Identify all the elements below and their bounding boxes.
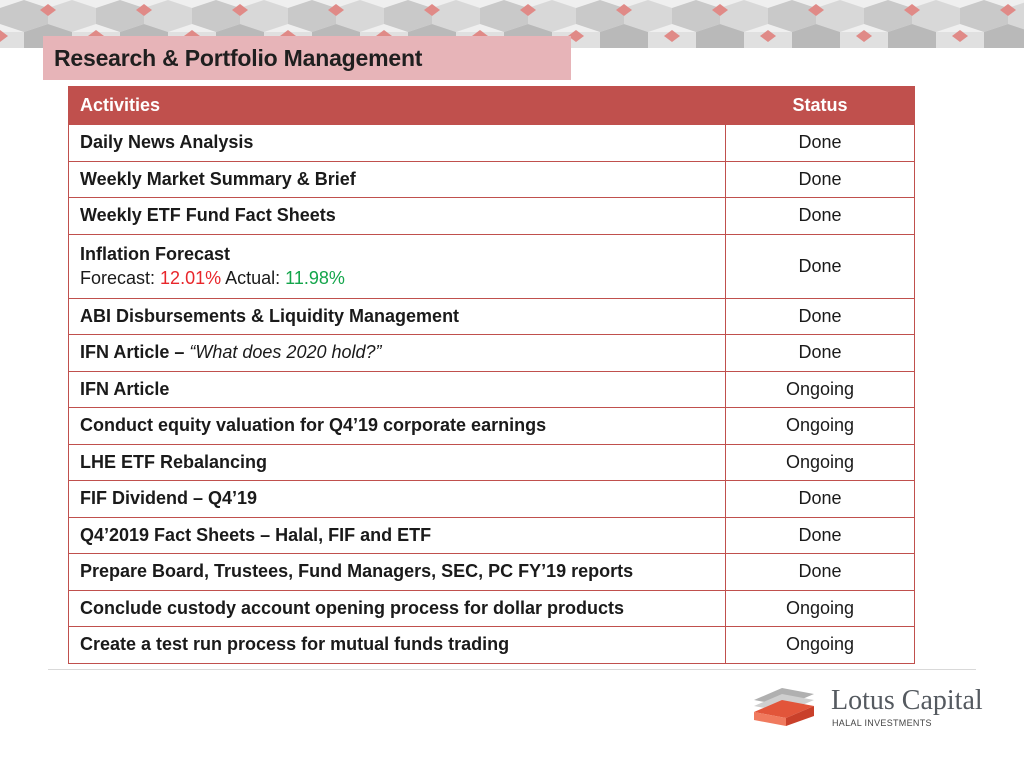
status-cell: Done [726,335,915,372]
activities-table [68,86,915,664]
table-row [69,444,915,481]
status-cell: Ongoing [726,590,915,627]
status-cell: Done [726,234,915,298]
table-row [69,161,915,198]
table-row [69,234,915,298]
table-row [69,627,915,664]
activity-cell: Create a test run process for mutual funds trading [69,627,726,664]
activity-cell: Weekly Market Summary & Brief [69,161,726,198]
column-header-activities: Activities [69,87,726,125]
activity-cell: FIF Dividend – Q4’19 [69,481,726,518]
activity-cell [69,234,726,298]
article-quote: “What does 2020 hold?” [189,342,382,363]
activity-cell: Q4’2019 Fact Sheets – Halal, FIF and ETF [69,517,726,554]
table-row [69,371,915,408]
column-header-status: Status [726,87,915,125]
footer-divider [48,669,976,670]
page-title: Research & Portfolio Management [54,44,423,71]
status-cell: Done [726,125,915,162]
activity-cell: ABI Disbursements & Liquidity Management [69,298,726,335]
activity-title: IFN Article – [80,342,185,363]
logo-tagline: HALAL INVESTMENTS [832,718,932,728]
status-cell: Done [726,517,915,554]
table-row [69,125,915,162]
logo-name: Lotus Capital [831,685,983,716]
table-row [69,298,915,335]
status-cell: Done [726,161,915,198]
table-row [69,335,915,372]
status-cell: Ongoing [726,627,915,664]
table-row [69,408,915,445]
table-row [69,590,915,627]
activity-cell [69,335,726,372]
activity-title: Inflation Forecast [80,243,231,264]
status-cell: Done [726,554,915,591]
lotus-capital-logo-icon [752,680,818,726]
status-cell: Done [726,481,915,518]
activity-cell: Conclude custody account opening process for dollar products [69,590,726,627]
forecast-value: 12.01% [160,267,222,288]
status-cell: Ongoing [726,408,915,445]
table-row [69,481,915,518]
status-cell: Done [726,298,915,335]
table-row [69,554,915,591]
activity-cell: IFN Article [69,371,726,408]
forecast-line [80,268,714,289]
table-row [69,198,915,235]
company-logo [752,680,982,730]
table-header-row [69,87,915,125]
activity-cell: Weekly ETF Fund Fact Sheets [69,198,726,235]
forecast-label: Forecast: [80,267,156,288]
status-cell: Done [726,198,915,235]
activity-cell: Conduct equity valuation for Q4’19 corporate earnings [69,408,726,445]
activity-cell: Daily News Analysis [69,125,726,162]
status-cell: Ongoing [726,371,915,408]
page-title-box [43,36,571,80]
table-row [69,517,915,554]
status-cell: Ongoing [726,444,915,481]
actual-value: 11.98% [285,267,345,288]
actual-label: Actual: [225,267,281,288]
activity-cell: Prepare Board, Trustees, Fund Managers, SEC, PC FY’19 reports [69,554,726,591]
activity-cell: LHE ETF Rebalancing [69,444,726,481]
